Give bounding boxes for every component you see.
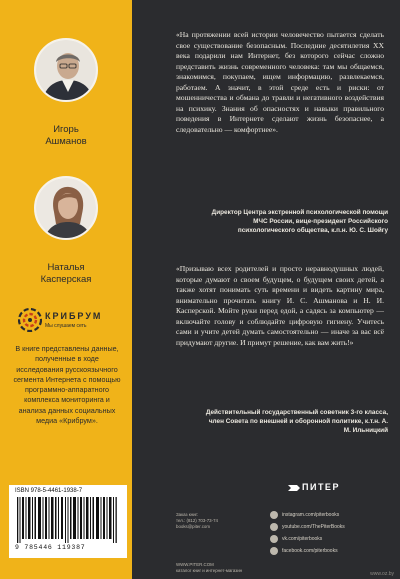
- author-last-name: Ашманов: [45, 136, 87, 147]
- book-description: В книге представлены данные, полученные в ходе исследования русскоязычного сегмента Интернета с помощью программно-аппаратного комплекса мониторинга и анализа данных социальных медиа «Крибрум».: [13, 344, 121, 426]
- social-link-text: instagram.com/piterbooks: [282, 512, 340, 518]
- social-vk[interactable]: [270, 534, 390, 545]
- contact-label: Заказ книг:: [176, 512, 199, 517]
- youtube-icon: [270, 523, 278, 531]
- order-contact: [176, 512, 236, 530]
- author-first-name: Наталья: [47, 262, 85, 273]
- kribrum-logo-name: КРИБРУМ: [45, 311, 103, 321]
- kribrum-logo-tagline: Мы слушаем сеть: [45, 323, 87, 329]
- attribution-ilnitsky: Действительный государственный советник 3-го класса, член Совета по внешней и оборонной политике, к.т.н. А. М. Ильницкий: [205, 409, 388, 434]
- left-panel: [0, 0, 132, 579]
- quote-ilnitsky: «Призываю всех родителей и просто неравнодушных людей, которые думают о своем будущем, о будущем своих детей, а также хотят понимать суть времени и видеть картину мира, внимательно прочитать книгу И. С. Ашманова и Н. И. Касперской. Мойте руки перед едой, а садясь за компьютер — включайте голову и соблюдайте цифровую гигиену. Учитесь сами и учите детей думать самостоятельно — иначе за вас всё придумают другие. И примут решение, как вам жить!»: [176, 264, 384, 347]
- barcode: [9, 485, 127, 558]
- ean-digits: 9 785446 119387: [15, 544, 86, 551]
- instagram-icon: [270, 511, 278, 519]
- kribrum-logo-icon: [18, 308, 42, 332]
- website-url[interactable]: WWW.PITER.COM: [176, 562, 214, 567]
- social-facebook[interactable]: [270, 546, 390, 557]
- watermark: www.oz.by: [370, 571, 394, 577]
- author-name-1: [0, 124, 132, 148]
- kribrum-logo: [18, 305, 118, 337]
- social-link-text: facebook.com/piterbooks: [282, 548, 338, 554]
- author-name-2: [0, 262, 132, 286]
- author-photo-kasperskaya: [34, 176, 98, 240]
- isbn-text: ISBN 978-5-4461-1938-7: [15, 488, 83, 494]
- author-photo-ashmanov: [34, 38, 98, 102]
- social-links: [270, 510, 390, 558]
- contact-phone: тел.: (812) 703-73-74: [176, 518, 218, 523]
- quote-shoigu: «На протяжении всей истории человечество пытается сделать свое существование безопасным. Последние десятилетия XX века подарили нам Интернет, без которого сейчас сложно представить жизнь современного человека: там мы общаемся, знакомимся, покупаем, ищем информацию, развлекаемся, работаем. А значит, в этой среде есть и риски: от мошенничества и обмана до травли и негативного воздействия на психику. Знания об опасностях и навыки правильного поведения в Интернете сделают жизнь безопаснее, а следовательно — комфортнее».: [176, 30, 384, 134]
- publisher-name: ПИТЕР: [302, 482, 340, 492]
- author-last-name: Касперская: [40, 274, 92, 285]
- social-youtube[interactable]: [270, 522, 390, 533]
- piter-logo-icon: [288, 484, 300, 492]
- barcode-bars: [17, 497, 119, 543]
- contact-email[interactable]: books@piter.com: [176, 524, 210, 529]
- website-block: [176, 562, 256, 574]
- website-note: каталог книг и интернет-магазин: [176, 568, 243, 573]
- social-link-text: vk.com/piterbooks: [282, 536, 323, 542]
- social-link-text: youtube.com/ThePiterBooks: [282, 524, 345, 530]
- social-instagram[interactable]: [270, 510, 390, 521]
- facebook-icon: [270, 547, 278, 555]
- publisher-logo: [288, 482, 348, 494]
- attribution-shoigu: Директор Центра экстренной психологической помощи МЧС России, вице-президент Российского психологического общества, к.п.н. Ю. С. Шойгу: [211, 209, 388, 234]
- author-first-name: Игорь: [53, 124, 79, 135]
- vk-icon: [270, 535, 278, 543]
